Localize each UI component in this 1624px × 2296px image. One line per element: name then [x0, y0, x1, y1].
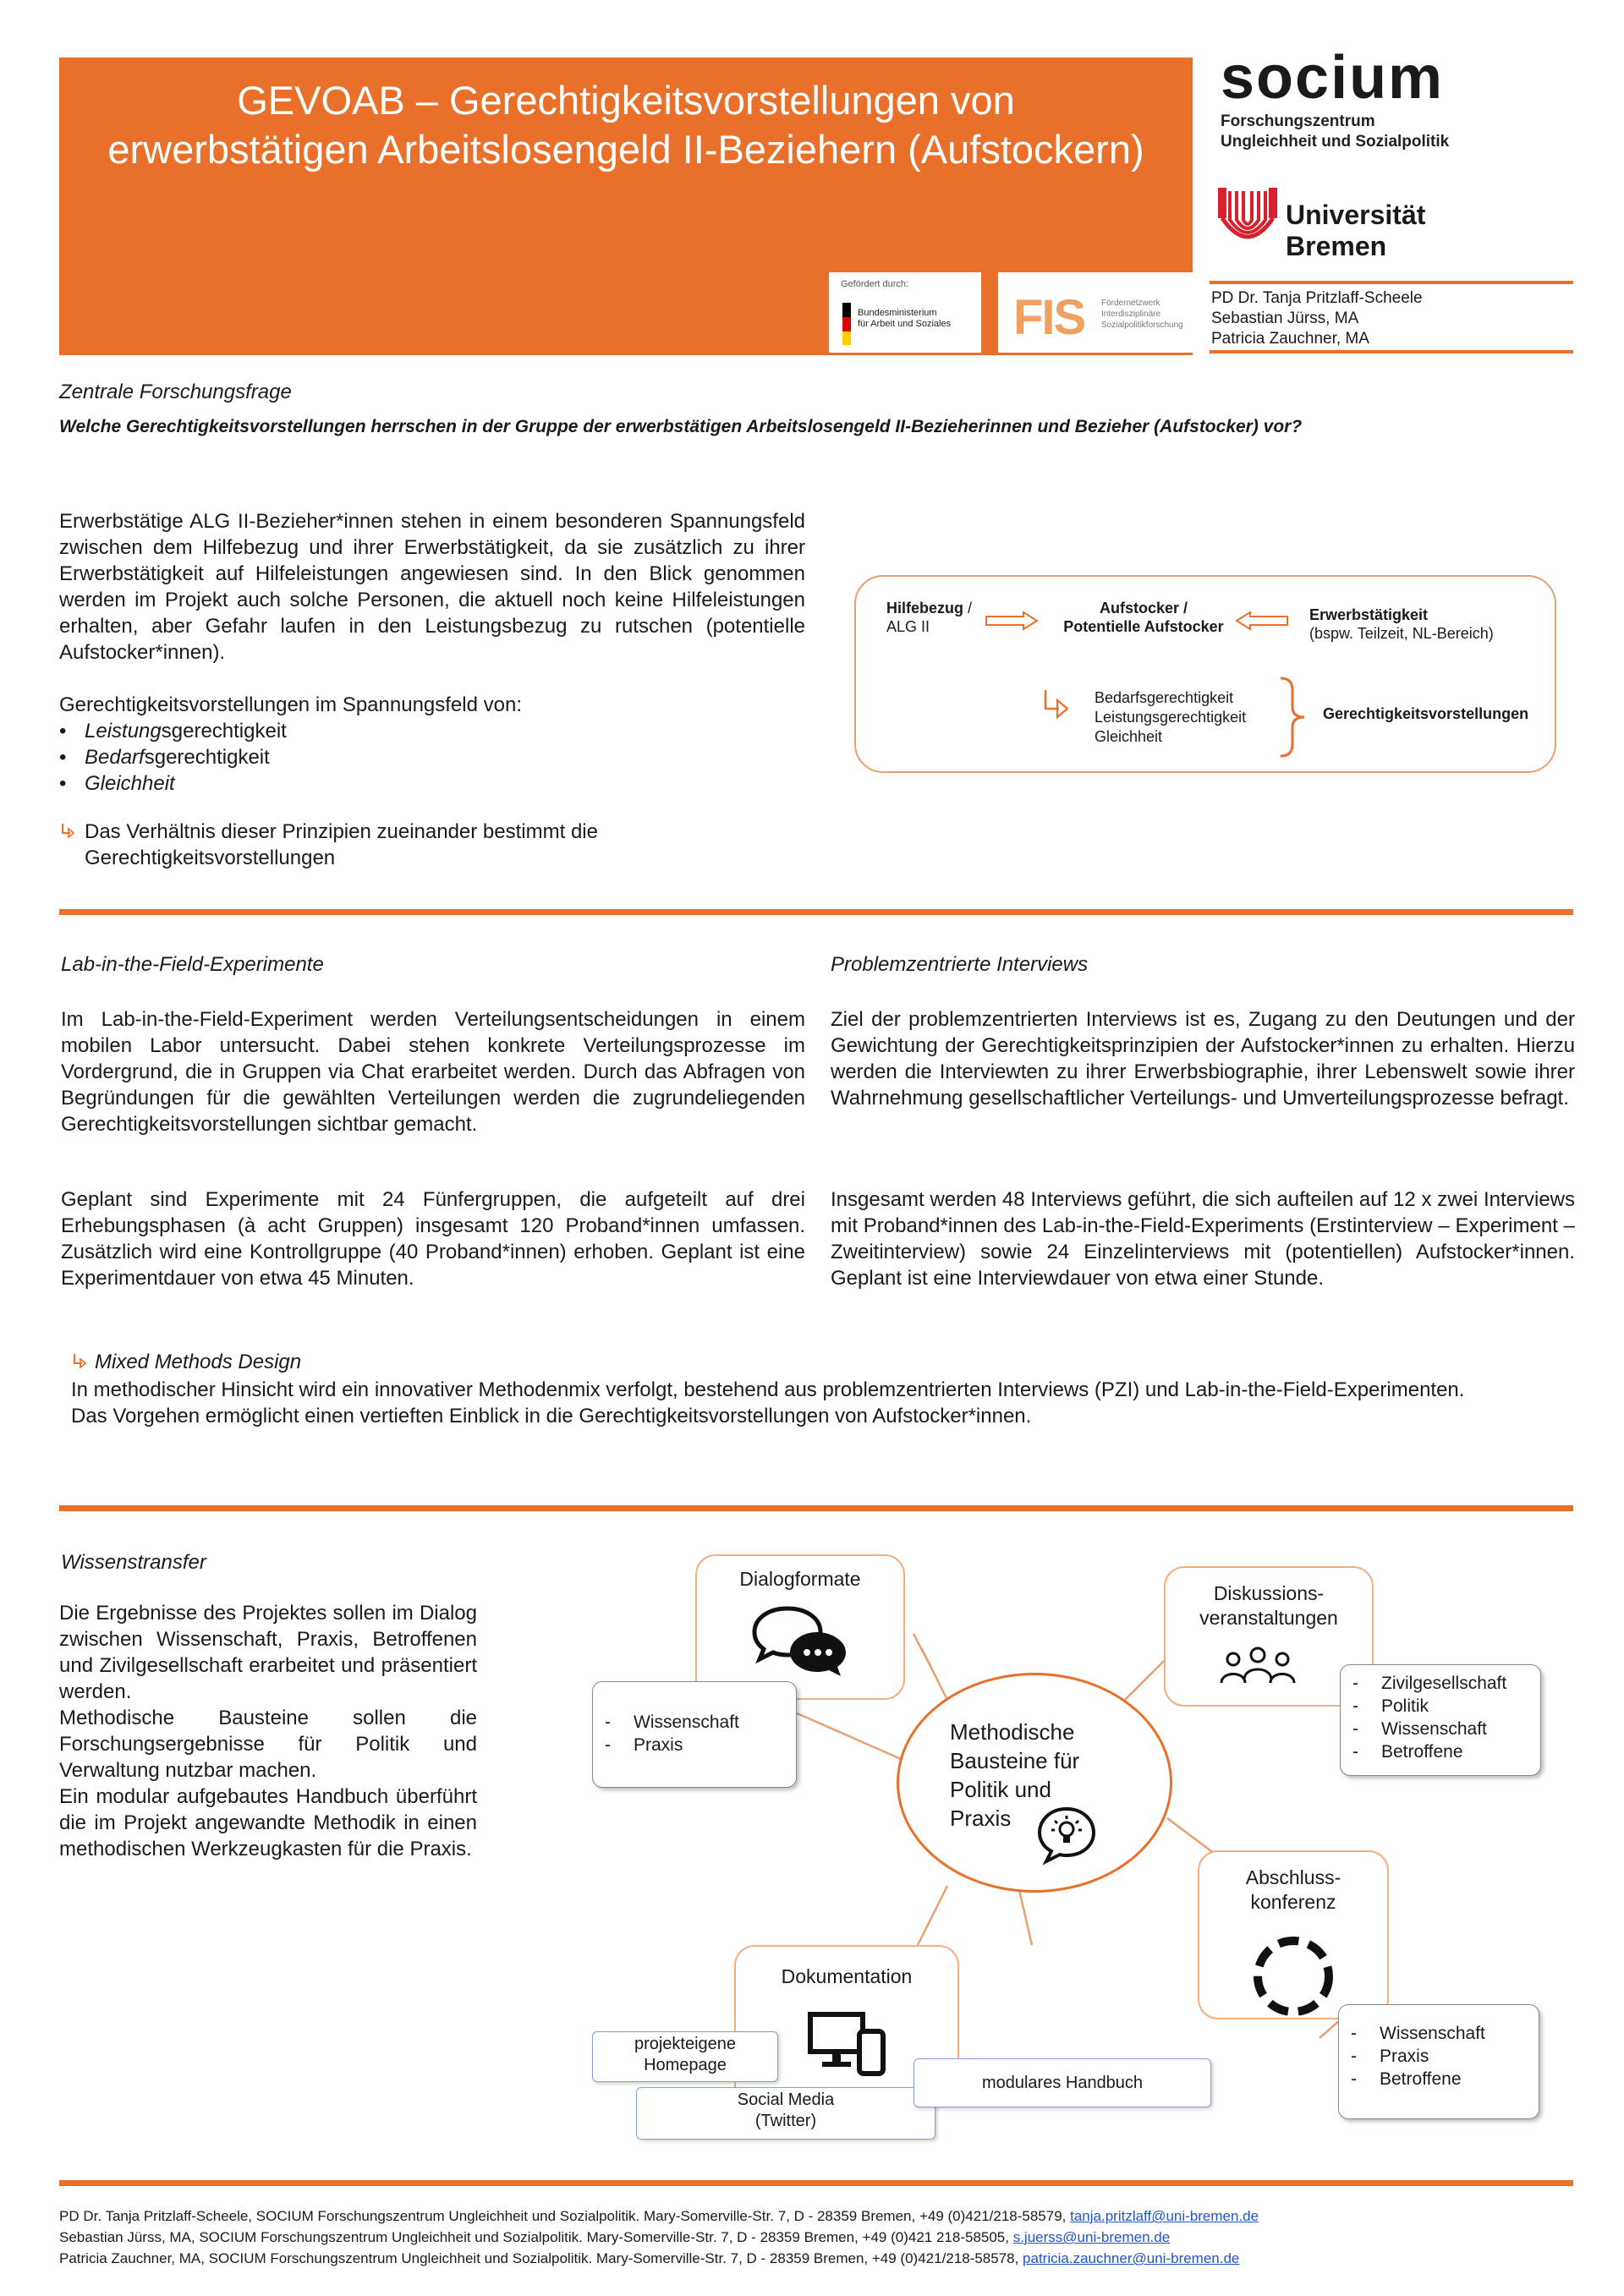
conference-targets: - Wissenschaft - Praxis - Betroffene	[1338, 2004, 1539, 2119]
principles-conclusion-line1: Das Verhältnis dieser Prinzipien zueinander bestimmt die	[85, 820, 598, 843]
research-question-label: Zentrale Forschungsfrage	[59, 381, 292, 403]
author-1: PD Dr. Tanja Pritzlaff-Scheele	[1211, 289, 1423, 307]
authors-top-rule	[1210, 281, 1573, 284]
diagram-right-node: Erwerbstätigkeit (bspw. Teilzeit, NL-Bereich)	[1309, 606, 1494, 642]
intro-paragraph: Erwerbstätige ALG II-Bezieher*innen stehen in einem besonderen Spannungsfeld zwischen dem Hilfebezug und ihrer Erwerbstätigkeit, da sie zusätzlich zu ihrer Erwerbstätigkeit auf Hilfeleistungen angewiesen sind. In den Blick genommen werden im Projekt auch solche Personen, die aktuell noch keine Hilfeleistungen erhalten, aber Gefahr laufen in den Leistungsbezug zu rutschen (potentielle Aufstocker*innen).	[59, 510, 805, 664]
mindmap-documentation-node: Dokumentation	[734, 1945, 959, 2106]
footer-contact-2: Sebastian Jürss, MA, SOCIUM Forschungszentrum Ungleichheit und Sozialpolitik. Mary-Somerville-Str. 7, D - 28359 Bremen, +49 (0)421 218-58505, s.juerss@uni-bremen.de	[59, 2229, 1171, 2245]
principle-item: • Gleichheit	[59, 770, 598, 797]
tension-diagram	[854, 575, 1556, 773]
email-link[interactable]: patricia.zauchner@uni-bremen.de	[1023, 2250, 1240, 2266]
mindmap-center: Methodische Bausteine für Politik und Praxis	[897, 1673, 1172, 1893]
university-emblem-icon	[1218, 188, 1277, 245]
footer-contacts	[59, 2206, 1259, 2269]
social-media-box: Social Media (Twitter)	[636, 2087, 935, 2140]
dialog-targets: - Wissenschaft - Praxis	[592, 1681, 797, 1788]
author-2: Sebastian Jürss, MA	[1211, 310, 1359, 327]
people-group-icon	[1218, 1646, 1298, 1685]
principles-list	[59, 718, 598, 797]
interviews-paragraph-1: Ziel der problemzentrierten Interviews ist es, Zugang zu den Deutungen und der Gewichtung der Gerechtigkeitsprinzipien der Aufstocker*innen zu erhalten. Hierzu werden die Interviewten zu ihrer Erwerbsbiographie, ihrer Lebenswelt sowie ihrer Wahrnehmung gesellschaftlicher Verteilungs- und Umverteilungsprozesse befragt.	[831, 1008, 1575, 1110]
funder-divider	[990, 269, 994, 355]
mindmap-dialog-node: Dialogformate	[695, 1554, 905, 1700]
transfer-text: Die Ergebnisse des Projektes sollen im Dialog zwischen Wissenschaft, Praxis, Betroffenen und Zivilgesellschaft erarbeitet und präsentiert werden. Methodische Bausteine sollen die Forschungsergebnisse für Politik und Verwaltung nutzbar machen. Ein modular aufgebautes Handbuch überführt die im Projekt angewandte Methodik in einen methodischen Werkzeugkasten für die Praxis.	[59, 1602, 477, 1860]
arrow-left-icon	[1235, 611, 1289, 631]
turn-arrow-icon	[1040, 688, 1074, 722]
homepage-box: projekteigene Homepage	[592, 2031, 778, 2082]
principle-item: • Leistungsgerechtigkeit	[59, 718, 598, 744]
email-link[interactable]: s.juerss@uni-bremen.de	[1012, 2229, 1171, 2245]
discussion-targets: - Zivilgesellschaft - Politik - Wissenschaft - Betroffene	[1340, 1664, 1541, 1776]
circle-dashed-icon	[1247, 1930, 1340, 2023]
email-link[interactable]: tanja.pritzlaff@uni-bremen.de	[1070, 2208, 1259, 2224]
section-divider-1	[59, 909, 1573, 915]
diagram-result: Gerechtigkeitsvorstellungen	[1323, 705, 1529, 722]
principles-block	[59, 692, 598, 871]
principle-item: • Bedarfsgerechtigkeit	[59, 744, 598, 770]
socium-logo: socium Forschungszentrum Ungleichheit und Sozialpolitik	[1221, 44, 1450, 151]
interviews-paragraph-2: Insgesamt werden 48 Interviews geführt, die sich aufteilen auf 12 x zwei Interviews mit Proband*innen des Lab-in-the-Field-Experiments (Erstinterview – Experiment – Zweitinterview) sowie 24 Einzelinterviews mit (potentiellen) Aufstocker*innen. Geplant ist eine Interviewdauer von etwa einer Stunde.	[831, 1188, 1575, 1290]
federal-eagle-icon	[842, 303, 851, 345]
diagram-center-node: Aufstocker / Potentielle Aufstocker	[1063, 600, 1224, 635]
mindmap-conference-node: Abschluss- konferenz	[1198, 1850, 1389, 2019]
devices-icon	[807, 2011, 888, 2077]
mindmap-discussion-node: Diskussions- veranstaltungen	[1164, 1566, 1374, 1707]
footer-contact-1: PD Dr. Tanja Pritzlaff-Scheele, SOCIUM Forschungszentrum Ungleichheit und Sozialpolitik. Mary-Somerville-Str. 7, D - 28359 Bremen, +49 (0)421/218-58579, tanja.pritzlaff@uni-bremen.de	[59, 2208, 1259, 2224]
transfer-title: Wissenstransfer	[61, 1551, 206, 1574]
authors-bottom-rule	[1210, 350, 1573, 353]
interviews-title: Problemzentrierte Interviews	[831, 953, 1089, 976]
research-question: Welche Gerechtigkeitsvorstellungen herrschen in der Gruppe der erwerbstätigen Arbeitslosengeld II-Bezieherinnen und Bezieher (Aufstocker) vor?	[59, 417, 1303, 436]
lab-title: Lab-in-the-Field-Experimente	[61, 953, 324, 976]
lab-paragraph-2: Geplant sind Experimente mit 24 Fünfergruppen, die aufgeteilt auf drei Erhebungsphasen (à acht Gruppen) insgesamt 120 Proband*innen umfassen. Zusätzlich wird eine Kontrollgruppe (40 Proband*innen) erhoben. Geplant ist eine Experimentdauer von etwa 45 Minuten.	[61, 1188, 805, 1290]
section-divider-2	[59, 1505, 1573, 1511]
funder-ministry-logo: Gefördert durch: Bundesministerium für Arbeit und Soziales	[829, 272, 981, 353]
turn-arrow-icon	[71, 1352, 90, 1371]
diagram-left-node: Hilfebezug / ALG II	[886, 600, 973, 635]
fis-logo: FIS Fördernetzwerk Interdisziplinäre Sozialpolitikforschung	[998, 272, 1193, 353]
mixed-methods-text: In methodischer Hinsicht wird ein innovativer Methodenmix verfolgt, bestehend aus problemzentrierten Interviews (PZI) und Lab-in-the-Field-Experimenten. Das Vorgehen ermöglicht einen vertieften Einblick in die Gerechtigkeitsvorstellungen von Aufstocker*innen.	[71, 1378, 1465, 1427]
author-list	[1211, 288, 1423, 349]
author-3: Patricia Zauchner, MA	[1211, 330, 1369, 348]
footer-contact-3: Patricia Zauchner, MA, SOCIUM Forschungszentrum Ungleichheit und Sozialpolitik. Mary-Somerville-Str. 7, D - 28359 Bremen, +49 (0)421/218-58578, patricia.zauchner@uni-bremen.de	[59, 2250, 1240, 2266]
curly-brace-icon	[1277, 677, 1308, 758]
mixed-methods-title: Mixed Methods Design	[95, 1351, 302, 1373]
university-logo: Universität Bremen	[1218, 188, 1522, 247]
chat-bubbles-icon	[749, 1603, 851, 1680]
diagram-principles: Bedarfsgerechtigkeit Leistungsgerechtigkeit Gleichheit	[1095, 689, 1247, 745]
lab-paragraph-1: Im Lab-in-the-Field-Experiment werden Verteilungsentscheidungen in einem mobilen Labor untersucht. Dabei stehen konkrete Verteilungsprozesse im Vordergrund, die in Gruppen via Chat erarbeitet werden. Durch das Abfragen von Begründungen für die gewählten Verteilungen werden die zugrundeliegenden Gerechtigkeitsvorstellungen sichtbar gemacht.	[61, 1008, 805, 1136]
lightbulb-speech-icon	[1034, 1802, 1099, 1866]
arrow-right-icon	[985, 611, 1039, 631]
footer-divider	[59, 2180, 1573, 2186]
principles-intro: Gerechtigkeitsvorstellungen im Spannungsfeld von:	[59, 693, 522, 716]
handbook-box: modulares Handbuch	[914, 2058, 1211, 2107]
page-title: GEVOAB – Gerechtigkeitsvorstellungen von erwerbstätigen Arbeitslosengeld II-Beziehern (Aufstockern)	[107, 78, 1144, 172]
turn-arrow-icon	[59, 822, 78, 841]
principles-conclusion-line2: Gerechtigkeitsvorstellungen	[85, 847, 336, 869]
